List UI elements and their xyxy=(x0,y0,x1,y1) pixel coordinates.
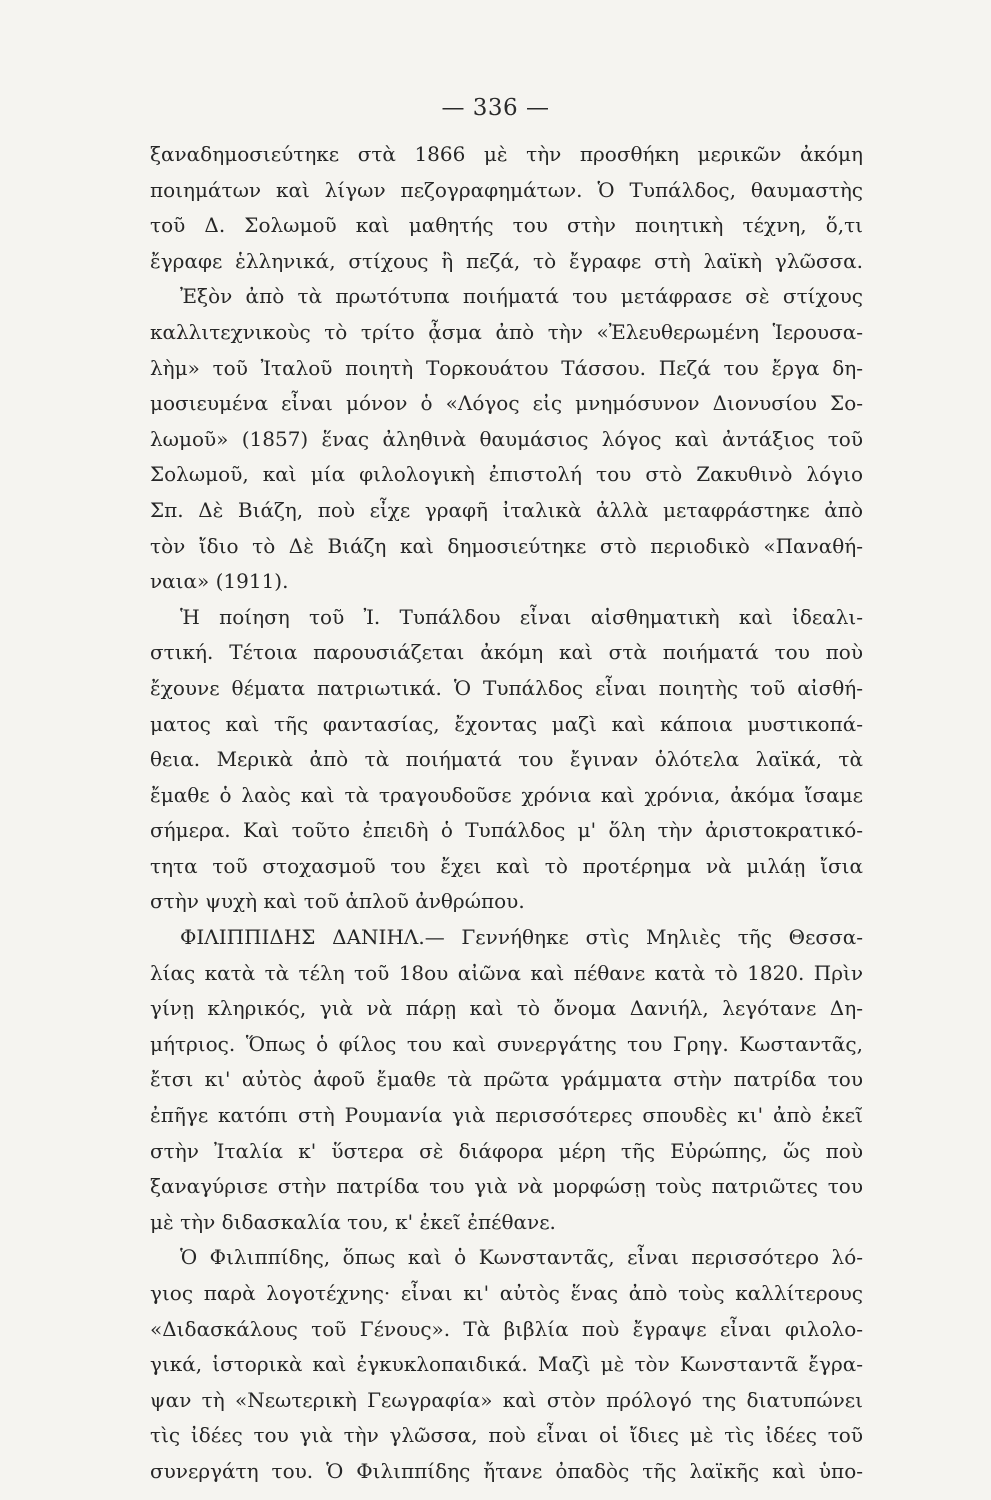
text-line: καλλιτεχνικοὺς τὸ τρίτο ᾆσμα ἀπὸ τὴν «Ἐλευθερωμένη Ἱερουσα- xyxy=(150,319,863,344)
text-line: θεια. Μερικὰ ἀπὸ τὰ ποιήματά του ἔγιναν ὁλότελα λαϊκά, τὰ xyxy=(150,747,863,772)
text-line: σήμερα. Καὶ τοῦτο ἐπειδὴ ὁ Τυπάλδος μ' ὅλη τὴν ἀριστοκρατικό- xyxy=(150,818,863,843)
text-line: Ὁ Φιλιππίδης, ὅπως καὶ ὁ Κωνσταντᾶς, εἶναι περισσότερο λό- xyxy=(180,1245,863,1270)
text-line: συνεργάτη του. Ὁ Φιλιππίδης ἤτανε ὀπαδὸς τῆς λαϊκῆς καὶ ὑπο- xyxy=(150,1458,863,1483)
text-line: τὶς ἰδέες του γιὰ τὴν γλῶσσα, ποὺ εἶναι οἱ ἴδιες μὲ τὶς ἰδέες τοῦ xyxy=(150,1423,863,1448)
text-line: Ἡ ποίηση τοῦ Ἰ. Τυπάλδου εἶναι αἰσθηματικὴ καὶ ἰδεαλι- xyxy=(180,604,863,629)
text-line: Σπ. Δὲ Βιάζη, ποὺ εἶχε γραφῆ ἰταλικὰ ἀλλὰ μεταφράστηκε ἀπὸ xyxy=(150,497,863,522)
text-line: «Διδασκάλους τοῦ Γένους». Τὰ βιβλία ποὺ ἔγραψε εἶναι φιλολο- xyxy=(150,1316,863,1341)
text-line: λὴμ» τοῦ Ἰταλοῦ ποιητὴ Τορκουάτου Τάσσου. Πεζά του ἔργα δη- xyxy=(150,355,863,380)
text-line: τητα τοῦ στοχασμοῦ του ἔχει καὶ τὸ προτέρημα νὰ μιλάῃ ἴσια xyxy=(150,853,863,878)
text-line: γίνῃ κληρικός, γιὰ νὰ πάρῃ καὶ τὸ ὄνομα Δανιήλ, λεγότανε Δη- xyxy=(150,996,863,1021)
text-line: μήτριος. Ὅπως ὁ φίλος του καὶ συνεργάτης του Γρηγ. Κωσταντᾶς, xyxy=(150,1031,863,1056)
text-line: τὸν ἴδιο τὸ Δὲ Βιάζη καὶ δημοσιεύτηκε στὸ περιοδικὸ «Παναθή- xyxy=(150,533,863,558)
text-line: Ἐξὸν ἀπὸ τὰ πρωτότυπα ποιήματά του μετάφρασε σὲ στίχους xyxy=(180,284,863,309)
text-line: ποιημάτων καὶ λίγων πεζογραφημάτων. Ὁ Τυπάλδος, θαυμαστὴς xyxy=(150,177,863,202)
text-line: ἔμαθε ὁ λαὸς καὶ τὰ τραγουδοῦσε χρόνια καὶ χρόνια, ἀκόμα ἴσαμε xyxy=(150,782,863,807)
page-number: — 336 — xyxy=(441,95,550,121)
body-text xyxy=(150,137,863,1490)
text-line: ναια» (1911). xyxy=(150,569,289,594)
text-line: ψαν τὴ «Νεωτερικὴ Γεωγραφία» καὶ στὸν πρόλογό της διατυπώνει xyxy=(150,1387,863,1412)
text-line: ματος καὶ τῆς φαντασίας, ἔχοντας μαζὶ καὶ κάποια μυστικοπά- xyxy=(150,711,863,736)
text-line: ἔγραφε ἑλληνικά, στίχους ἢ πεζά, τὸ ἔγραφε στὴ λαϊκὴ γλῶσσα. xyxy=(150,248,863,273)
text-line: ξαναδημοσιεύτηκε στὰ 1866 μὲ τὴν προσθήκη μερικῶν ἀκόμη xyxy=(150,142,863,166)
text-line: ξαναγύρισε στὴν πατρίδα του γιὰ νὰ μορφώσῃ τοὺς πατριῶτες του xyxy=(150,1174,863,1199)
text-line: ΦΙΛΙΠΠΙΔΗΣ ΔΑΝΙΗΛ.— Γεννήθηκε στὶς Μηλιὲς τῆς Θεσσα- xyxy=(180,925,863,950)
text-line: λίας κατὰ τὰ τέλη τοῦ 18ου αἰῶνα καὶ πέθανε κατὰ τὸ 1820. Πρὶν xyxy=(150,960,863,985)
text-line: στική. Τέτοια παρουσιάζεται ἀκόμη καὶ στὰ ποιήματά του ποὺ xyxy=(150,640,863,665)
text-line: Σολωμοῦ, καὶ μία φιλολογικὴ ἐπιστολή του στὸ Ζακυθινὸ λόγιο xyxy=(150,462,863,487)
text-line: τοῦ Δ. Σολωμοῦ καὶ μαθητής του στὴν ποιητικὴ τέχνη, ὅ,τι xyxy=(150,213,863,238)
text-line: ἐπῆγε κατόπι στὴ Ρουμανία γιὰ περισσότερες σπουδὲς κι' ἀπὸ ἐκεῖ xyxy=(150,1103,863,1128)
text-line: στὴν Ἰταλία κ' ὕστερα σὲ διάφορα μέρη τῆς Εὐρώπης, ὥς ποὺ xyxy=(150,1138,863,1163)
text-line: γιος παρὰ λογοτέχνης· εἶναι κι' αὐτὸς ἕνας ἀπὸ τοὺς καλλίτερους xyxy=(150,1281,863,1305)
text-line: γικά, ἱστορικὰ καὶ ἐγκυκλοπαιδικά. Μαζὶ μὲ τὸν Κωνσταντᾶ ἔγρα- xyxy=(150,1352,863,1377)
text-line: μὲ τὴν διδασκαλία του, κ' ἐκεῖ ἐπέθανε. xyxy=(150,1209,556,1234)
text-line: λωμοῦ» (1857) ἕνας ἀληθινὰ θαυμάσιος λόγος καὶ ἀντάξιος τοῦ xyxy=(150,426,863,451)
text-line: ἔχουνε θέματα πατριωτικά. Ὁ Τυπάλδος εἶναι ποιητὴς τοῦ αἰσθή- xyxy=(150,675,863,700)
text-line: μοσιευμένα εἶναι μόνον ὁ «Λόγος εἰς μνημόσυνον Διονυσίου Σο- xyxy=(150,391,863,416)
text-line: στὴν ψυχὴ καὶ τοῦ ἁπλοῦ ἀνθρώπου. xyxy=(150,889,525,914)
text-line: ἔτσι κι' αὐτὸς ἀφοῦ ἔμαθε τὰ πρῶτα γράμματα στὴν πατρίδα του xyxy=(150,1067,863,1092)
